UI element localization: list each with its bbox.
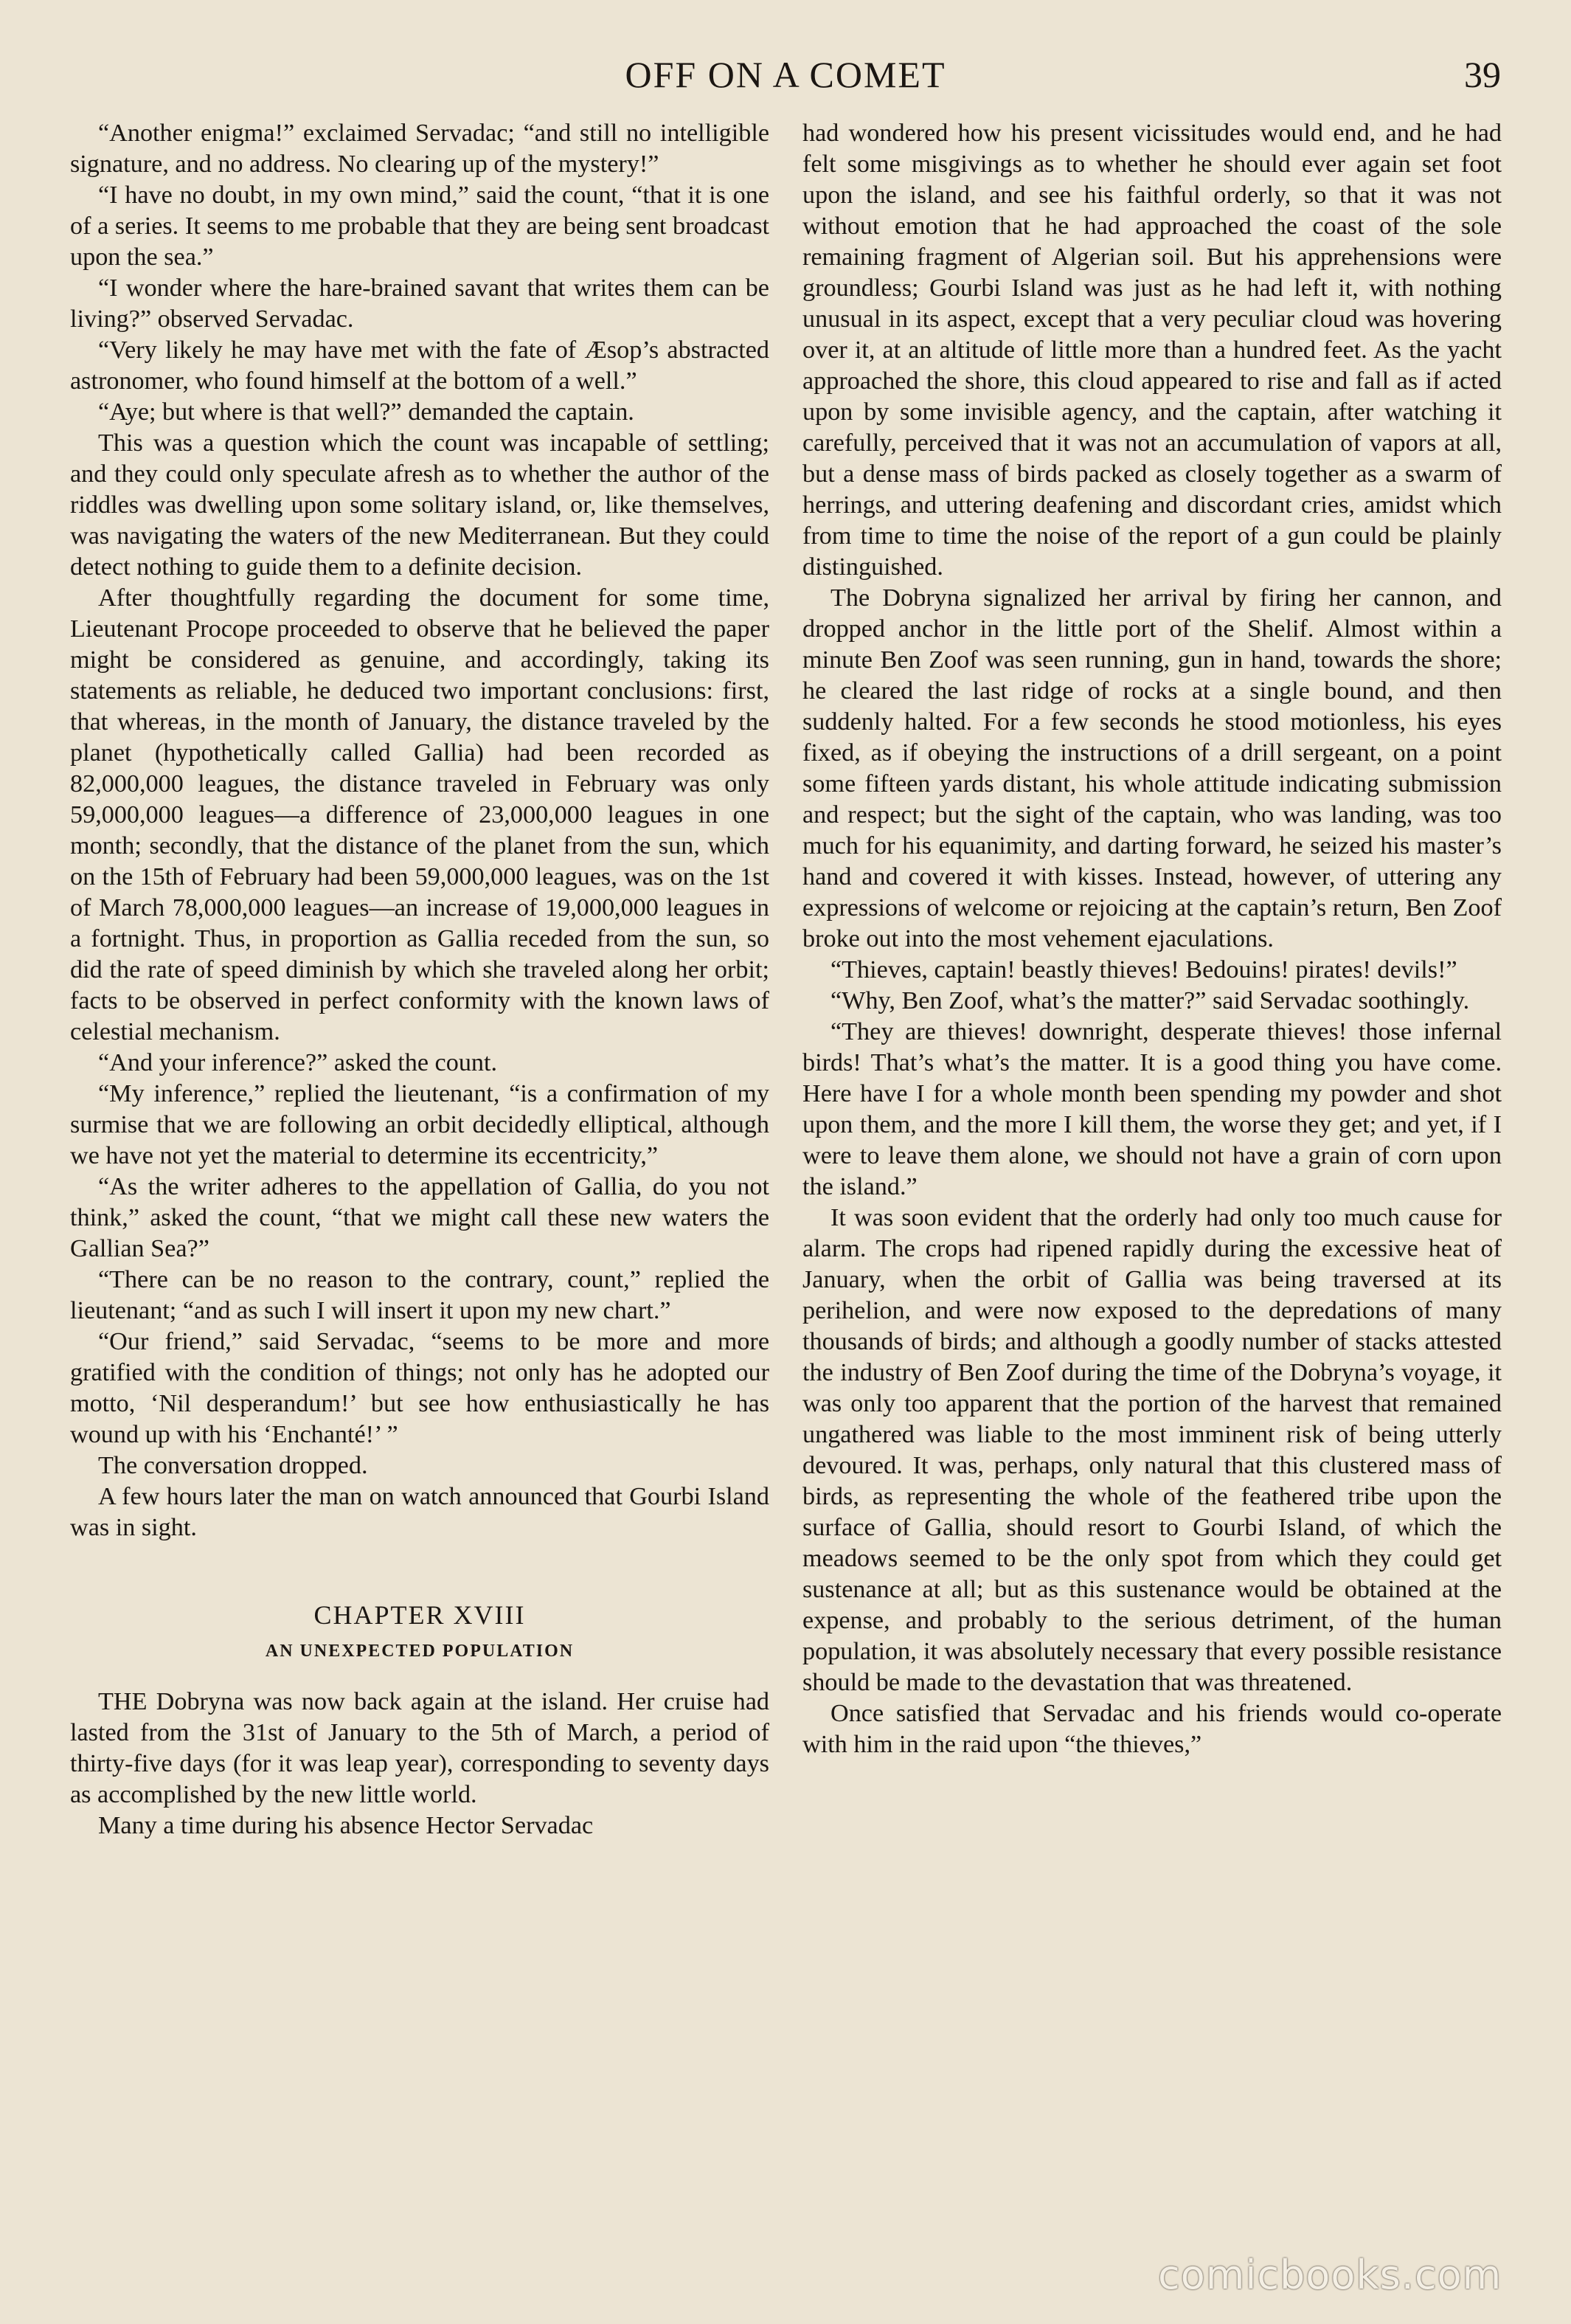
paragraph: “I wonder where the hare-brained savant that writes them can be living?” observed Servadac. bbox=[70, 274, 769, 333]
page-number: 39 bbox=[1464, 54, 1501, 95]
right-column bbox=[802, 118, 1502, 1760]
paragraph: Many a time during his absence Hector Servadac bbox=[98, 1812, 594, 1839]
paragraph: “Thieves, captain! beastly thieves! Bedouins! pirates! devils!” bbox=[830, 956, 1457, 983]
paragraph: “Why, Ben Zoof, what’s the matter?” said Servadac soothingly. bbox=[830, 987, 1470, 1014]
watermark: comicbooks.com bbox=[1158, 2252, 1502, 2298]
paragraph: “My inference,” replied the lieutenant, “is a confirmation of my surmise that we are following an orbit decidedly elliptical, although we have not yet the material to determine its eccentricity,” bbox=[70, 1080, 769, 1169]
paragraph: “Very likely he may have met with the fate of Æsop’s abstracted astronomer, who found himself at the bottom of a well.” bbox=[70, 336, 769, 395]
paragraph: had wondered how his present vicissitudes would end, and he had felt some misgivings as to whether he should ever again set foot upon the island, and see his faithful orderly, so that it was not without emotion that he had approached the coast of the sole remaining fragment of Algerian soil. But his apprehensions were groundless; Gourbi Island was just as he had left it, with nothing unusual in its aspect, except that a very peculiar cloud was hovering over it, at an altitude of little more than a hundred feet. As the yacht approached the shore, this cloud appeared to rise and fall as if acted upon by some invisible agency, and the captain, after watching it carefully, perceived that it was not an accumulation of vapors at all, but a dense mass of birds packed as closely together as a swarm of herrings, and uttering deafening and discordant cries, amidst which from time to time the noise of the report of a gun could be plainly distinguished. bbox=[802, 120, 1502, 581]
paragraph: “Our friend,” said Servadac, “seems to be more and more gratified with the condition of things; not only has he adopted our motto, ‘Nil desperandum!’ but see how enthusiastically he has wound up with his ‘Enchanté!’ ” bbox=[70, 1328, 769, 1448]
paragraph: “As the writer adheres to the appellation of Gallia, do you not think,” asked the count, “that we might call these new waters the Gallian Sea?” bbox=[70, 1173, 769, 1262]
paragraph: “I have no doubt, in my own mind,” said the count, “that it is one of a series. It seems to me probable that they are being sent broadcast upon the sea.” bbox=[70, 181, 769, 271]
paragraph: The conversation dropped. bbox=[98, 1452, 368, 1479]
left-column bbox=[70, 118, 769, 1841]
paragraph: Once satisfied that Servadac and his friends would co-operate with him in the raid upon “the thieves,” bbox=[802, 1700, 1502, 1758]
paragraph: It was soon evident that the orderly had only too much cause for alarm. The crops had ripened rapidly during the excessive heat of January, when the orbit of Gallia was being traversed at its perihelion, and were now exposed to the depredations of many thousands of birds; and although a goodly number of stacks attested the industry of Ben Zoof during the time of the Dobryna’s voyage, it was only too apparent that the portion of the harvest that remained ungathered was liable to the most imminent risk of being utterly devoured. It was, perhaps, only natural that this clustered mass of birds, as representing the whole of the feathered tribe upon the surface of Gallia, should resort to Gourbi Island, of which the meadows seemed to be the only spot from which they could get sustenance at all; but as this sustenance would be obtained at the expense, and probably to the serious detriment, of the human population, it was absolutely necessary that every possible resistance should be made to the devastation that was threatened. bbox=[802, 1204, 1502, 1696]
paragraph: This was a question which the count was incapable of settling; and they could only speculate afresh as to whether the author of the riddles was dwelling upon some solitary island, or, like themselves, was navigating the waters of the new Mediterranean. But they could detect nothing to guide them to a definite decision. bbox=[70, 429, 769, 581]
paragraph: “And your inference?” asked the count. bbox=[98, 1049, 498, 1076]
paragraph: “Aye; but where is that well?” demanded the captain. bbox=[98, 398, 634, 426]
running-title: OFF ON A COMET bbox=[625, 54, 946, 95]
paragraph: After thoughtfully regarding the document for some time, Lieutenant Procope proceeded to observe that he believed the paper might be considered as genuine, and accordingly, taking its statements as reliable, he deduced two important conclusions: first, that whereas, in the month of January, the distance traveled by the planet (hypothetically called Gallia) had been recorded as 82,000,000 leagues, the distance traveled in February was only 59,000,000 leagues—a difference of 23,000,000 leagues in one month; secondly, that the distance of the planet from the sun, which on the 15th of February had been 59,000,000 leagues, was on the 1st of March 78,000,000 leagues—an increase of 19,000,000 leagues in a fortnight. Thus, in proportion as Gallia receded from the sun, so did the rate of speed diminish by which she traveled along her orbit; facts to be observed in perfect conformity with the known laws of celestial mechanism. bbox=[70, 584, 769, 1045]
paragraph: THE Dobryna was now back again at the island. Her cruise had lasted from the 31st of January to the 5th of March, a period of thirty-five days (for it was leap year), corresponding to seventy days as accomplished by the new little world. bbox=[70, 1688, 769, 1808]
paragraph: “Another enigma!” exclaimed Servadac; “and still no intelligible signature, and no address. No clearing up of the mystery!” bbox=[70, 120, 769, 178]
paragraph: “They are thieves! downright, desperate thieves! those infernal birds! That’s what’s the matter. It is a good thing you have come. Here have I for a whole month been spending my powder and shot upon them, and the more I kill them, the worse they get; and yet, if I were to leave them alone, we should not have a grain of corn upon the island.” bbox=[802, 1018, 1502, 1200]
paragraph: The Dobryna signalized her arrival by firing her cannon, and dropped anchor in the little port of the Shelif. Almost within a minute Ben Zoof was seen running, gun in hand, towards the shore; he cleared the last ridge of rocks at a single bound, and then suddenly halted. For a few seconds he stood motionless, his eyes fixed, as if obeying the instructions of a drill sergeant, on a point some fifteen yards distant, his whole attitude indicating submission and respect; but the sight of the captain, who was landing, was too much for his equanimity, and darting forward, he seized his master’s hand and covered it with kisses. Instead, however, of uttering any expressions of welcome or rejoicing at the captain’s return, Ben Zoof broke out into the most vehement ejaculations. bbox=[802, 584, 1502, 952]
chapter-subtitle: AN UNEXPECTED POPULATION bbox=[265, 1642, 575, 1661]
paragraph: A few hours later the man on watch announced that Gourbi Island was in sight. bbox=[70, 1483, 769, 1541]
chapter-heading: CHAPTER XVIII bbox=[313, 1600, 526, 1630]
paragraph: “There can be no reason to the contrary, count,” replied the lieutenant; “and as such I will insert it upon my new chart.” bbox=[70, 1266, 769, 1324]
